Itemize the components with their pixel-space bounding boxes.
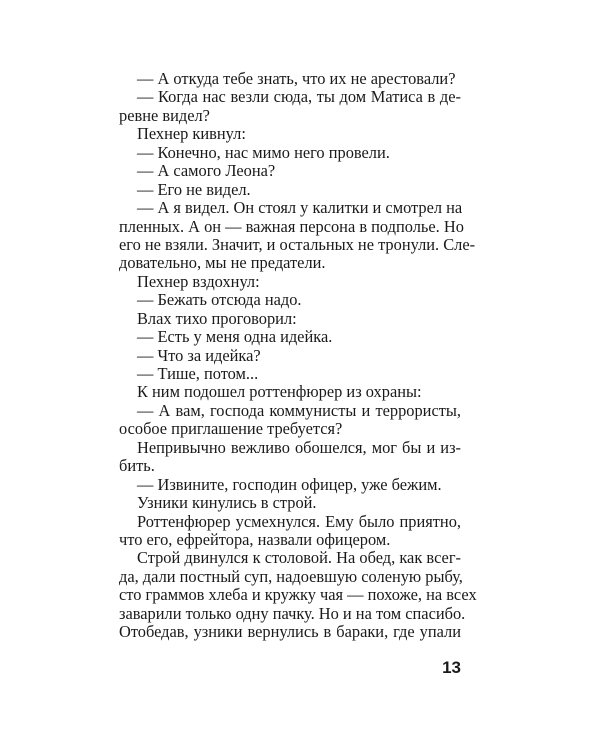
text-line: — Конечно, нас мимо него провели. bbox=[137, 142, 390, 162]
text-line: Пехнер кивнул: bbox=[137, 124, 246, 144]
text-line: Узники кинулись в строй. bbox=[137, 493, 317, 513]
text-line: довательно, мы не предатели. bbox=[119, 253, 326, 273]
text-line: — Что за идейка? bbox=[137, 345, 261, 365]
text-line: Строй двинулся к столовой. На обед, как всег- bbox=[137, 548, 461, 568]
text-line: — А вам, господа коммунисты и террористы, bbox=[137, 400, 461, 420]
text-line: — Есть у меня одна идейка. bbox=[137, 327, 333, 347]
text-line: да, дали постный суп, надоевшую соленую рыбу, bbox=[119, 566, 463, 586]
page-number: 13 bbox=[442, 658, 461, 677]
text-line: — Тише, потом... bbox=[137, 364, 259, 383]
text-line: Влах тихо проговорил: bbox=[137, 308, 297, 328]
text-line: ревне видел? bbox=[119, 105, 210, 125]
text-line: Непривычно вежливо обошелся, мог бы и из- bbox=[137, 437, 461, 457]
text-line: сто граммов хлеба и кружку чая — похоже, на всех bbox=[119, 585, 477, 605]
text-line: — Извините, господин офицер, уже бежим. bbox=[137, 474, 442, 494]
text-line: особое приглашение требуется? bbox=[119, 419, 343, 439]
text-line: — Бежать отсюда надо. bbox=[137, 290, 302, 310]
text-line: пленных. А он — важная персона в подполье. Но bbox=[119, 216, 464, 236]
text-line: — А я видел. Он стоял у калитки и смотрел на bbox=[137, 198, 463, 218]
text-line: его не взяли. Значит, и остальных не тронули. Сле- bbox=[119, 234, 476, 254]
text-line: — А самого Леона? bbox=[137, 161, 276, 181]
text-line: — Его не видел. bbox=[137, 179, 251, 199]
text-line: — А откуда тебе знать, что их не арестовали? bbox=[137, 69, 456, 88]
body-text bbox=[119, 69, 477, 642]
text-line: Роттенфюрер усмехнулся. Ему было приятно, bbox=[137, 511, 461, 531]
text-line: бить. bbox=[119, 456, 155, 476]
text-line: что его, ефрейтора, назвали офицером. bbox=[119, 529, 391, 549]
text-line: К ним подошел роттенфюрер из охраны: bbox=[137, 382, 422, 402]
text-line: заварили только одну пачку. Но и на том спасибо. bbox=[119, 603, 466, 623]
text-line: Отобедав, узники вернулись в бараки, где упали bbox=[119, 622, 461, 642]
text-line: Пехнер вздохнул: bbox=[137, 271, 260, 291]
text-line: — Когда нас везли сюда, ты дом Матиса в де- bbox=[137, 87, 461, 107]
